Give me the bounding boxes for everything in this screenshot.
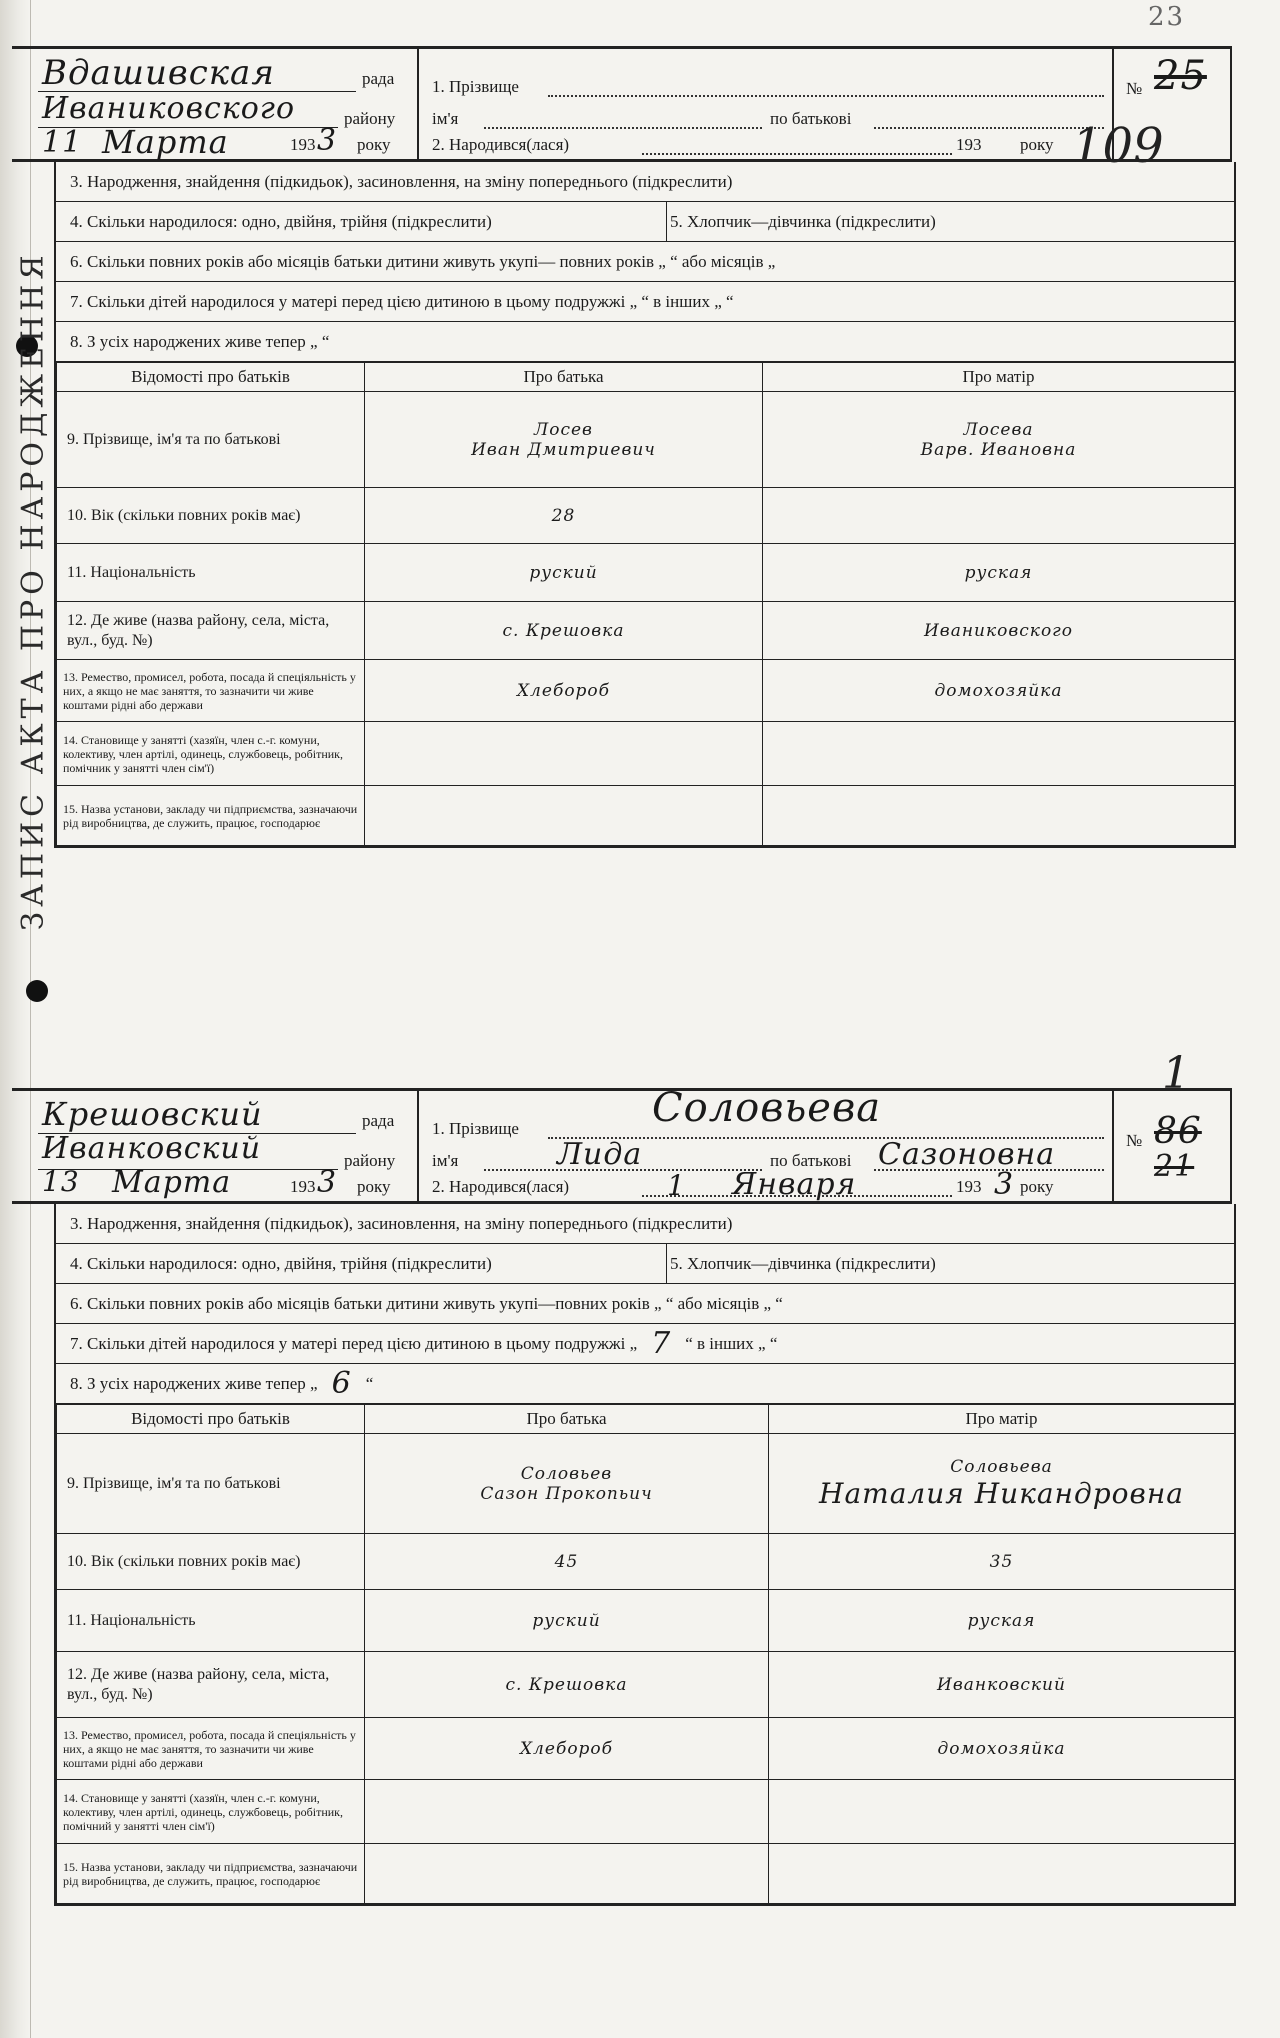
- year-digit-handwritten: 3: [317, 1165, 338, 1200]
- day-handwritten: 11: [42, 125, 83, 160]
- record-number-corrected: 1: [1162, 1048, 1190, 1099]
- district-handwritten: Иванковский: [42, 1131, 262, 1166]
- mother-age: 35: [769, 1534, 1235, 1590]
- parents-table: Відомості про батьків Про батька Про матір 9. Прізвище, ім'я та по батькові Соловьев Сазон Прокопьич Соловьева Наталия Никандровна 10. Вік (скільки повних років має) 45 35 11. Національність руский руская 12. Де живе (назва району, села, міста, вул., буд. №) с. Крешовка Иванковский 13. Ремество, промисел, робота, посада й спеціяльність у них, а якщо не має заняття, то зазначити чи живе коштами рідні або держави Хлебороб домохозяйка 14. Становище у занятті (хазяїн, член с.-г. комуни, колективу, член артілі, одинець, службовець, робітник, помічний у занятті член сім'ї) 15. Назва установи, закладу чи підприємства, зазначаючи рід виробництва, де служить, працює, господарює: [56, 1404, 1235, 1904]
- page-number: 23: [1148, 2, 1186, 32]
- father-occupation: Хлебороб: [365, 660, 763, 722]
- day-handwritten: 13: [42, 1165, 80, 1198]
- mother-age: [763, 488, 1235, 544]
- record-number-box: № 25: [1112, 49, 1230, 159]
- side-title: ЗАПИС АКТА ПРО НАРОДЖЕННЯ: [15, 249, 51, 931]
- mother-occupation: домохозяйка: [769, 1718, 1235, 1780]
- margin-number: 109: [1072, 118, 1164, 174]
- birth-record-1: [12, 46, 1232, 848]
- punch-hole: [26, 980, 48, 1002]
- child-name-handwritten: Лида: [557, 1137, 643, 1172]
- record-header: Вдашивская рада Иваниковского району 11 Марта 193 3 року 1. Прізвище ім'я по батькові 2. Народився(лася) 193 року № 25: [12, 46, 1232, 162]
- mother-address: Иваниковского: [763, 602, 1235, 660]
- father-age: 28: [365, 488, 763, 544]
- birth-year-digit-handwritten: 3: [994, 1167, 1015, 1202]
- record-number-struck-2: 21: [1154, 1149, 1195, 1184]
- mother-nationality: руская: [763, 544, 1235, 602]
- father-nationality: руский: [365, 1590, 769, 1652]
- mother-nationality: руская: [769, 1590, 1235, 1652]
- record-number-struck: 25: [1154, 53, 1207, 99]
- child-surname-handwritten: Соловьева: [652, 1085, 882, 1131]
- father-nationality: руский: [365, 544, 763, 602]
- father-full-name: Соловьев Сазон Прокопьич: [365, 1434, 769, 1534]
- record-fields: 3. Народження, знайдення (підкидьок), засиновлення, на зміну попереднього (підкреслити) 4. Скільки народилося: одно, двійня, трійня (підкреслити) 5. Хлопчик—дівчинка (підкреслити) 6. Скільки повних років або місяців батьки дитини живуть укупі— повних років „ “ або місяців „ 7. Скільки дітей народилося у матері перед цією дитиною в цьому подружжі „ “ в інших „ “ 8. З усіх народжених живе тепер „ “ Відомості про батьків Про батька Про матір 9. Прізвище, ім'я та по батькові Лосев Иван Дмитриевич Лосева Варв. Ивановна 10. Вік (скільки повних років має) 28 11. Національність руский руская 12. Де живе (назва району, села, міста, вул., буд. №) с. Крешовка Иваниковского 13. Ремество, промисел, робота, посада й спеціяльність у них, а якщо не має заняття, то зазначити чи живе коштами рідні або держави Хлебороб домохозяйка 14. Становище у занятті (хазяїн, член с.-г. комуни, колективу, член артілі, одинець, службовець, робітник, помічник у занятті член сім'ї) 15. Назва установи, закладу чи підприємства, зазначаючи рід виробництва, де служить, працює, господарює: [54, 162, 1236, 848]
- mother-occupation: домохозяйка: [763, 660, 1235, 722]
- district-handwritten: Иваниковского: [42, 91, 296, 126]
- month-handwritten: Марта: [102, 123, 229, 161]
- child-patronymic-handwritten: Сазоновна: [878, 1137, 1056, 1172]
- council-handwritten: Крешовский: [42, 1095, 263, 1133]
- month-handwritten: Марта: [112, 1165, 232, 1200]
- record-number-struck: 86: [1154, 1111, 1202, 1152]
- mother-address: Иванковский: [769, 1652, 1235, 1718]
- parents-table: Відомості про батьків Про батька Про матір 9. Прізвище, ім'я та по батькові Лосев Иван Дмитриевич Лосева Варв. Ивановна 10. Вік (скільки повних років має) 28 11. Національність руский руская 12. Де живе (назва району, села, міста, вул., буд. №) с. Крешовка Иваниковского 13. Ремество, промисел, робота, посада й спеціяльність у них, а якщо не має заняття, то зазначити чи живе коштами рідні або держави Хлебороб домохозяйка 14. Становище у занятті (хазяїн, член с.-г. комуни, колективу, член артілі, одинець, службовець, робітник, помічник у занятті член сім'ї) 15. Назва установи, закладу чи підприємства, зазначаючи рід виробництва, де служить, працює, господарює: [56, 362, 1235, 846]
- mother-full-name: Лосева Варв. Ивановна: [763, 392, 1235, 488]
- birth-month-handwritten: Января: [732, 1167, 857, 1202]
- father-full-name: Лосев Иван Дмитриевич: [365, 392, 763, 488]
- mother-full-name: Соловьева Наталия Никандровна: [769, 1434, 1235, 1534]
- birth-record-2: [12, 1048, 1232, 1906]
- record-number-box: № 86 21: [1112, 1091, 1230, 1201]
- children-before-handwritten: 7: [651, 1326, 672, 1361]
- father-occupation: Хлебороб: [365, 1718, 769, 1780]
- birth-day-handwritten: 1: [667, 1169, 686, 1202]
- father-age: 45: [365, 1534, 769, 1590]
- record-header: Крешовский рада Иванковский району 13 Марта 193 3 року 1. Прізвище Соловьева ім'я Лида по батькові Сазоновна 2. Народився(лася) 1 Января 193 3 року № 86 21: [12, 1088, 1232, 1204]
- children-alive-handwritten: 6: [331, 1366, 352, 1401]
- father-address: с. Крешовка: [365, 1652, 769, 1718]
- father-address: с. Крешовка: [365, 602, 763, 660]
- record-fields: 3. Народження, знайдення (підкидьок), засиновлення, на зміну попереднього (підкреслити) 4. Скільки народилося: одно, двійня, трійня (підкреслити) 5. Хлопчик—дівчинка (підкреслити) 6. Скільки повних років або місяців батьки дитини живуть укупі—повних років „ “ або місяців „ “ 7. Скільки дітей народилося у матері перед цією дитиною в цьому подружжі „ 7 “ в інших „ “ 8. З усіх народжених живе тепер „ 6 “ Відомості про батьків Про батька Про матір 9. Прізвище, ім'я та по батькові Соловьев Сазон Прокопьич Соловьева Наталия Никандровна 10. Вік (скільки повних років має) 45 35 11. Національність руский руская 12. Де живе (назва району, села, міста, вул., буд. №) с. Крешовка Иванковский 13. Ремество, промисел, робота, посада й спеціяльність у них, а якщо не має заняття, то зазначити чи живе коштами рідні або держави Хлебороб домохозяйка 14. Становище у занятті (хазяїн, член с.-г. комуни, колективу, член артілі, одинець, службовець, робітник, помічний у занятті член сім'ї) 15. Назва установи, закладу чи підприємства, зазначаючи рід виробництва, де служить, працює, господарює: [54, 1204, 1236, 1906]
- year-digit-handwritten: 3: [317, 123, 338, 158]
- council-handwritten: Вдашивская: [42, 53, 275, 93]
